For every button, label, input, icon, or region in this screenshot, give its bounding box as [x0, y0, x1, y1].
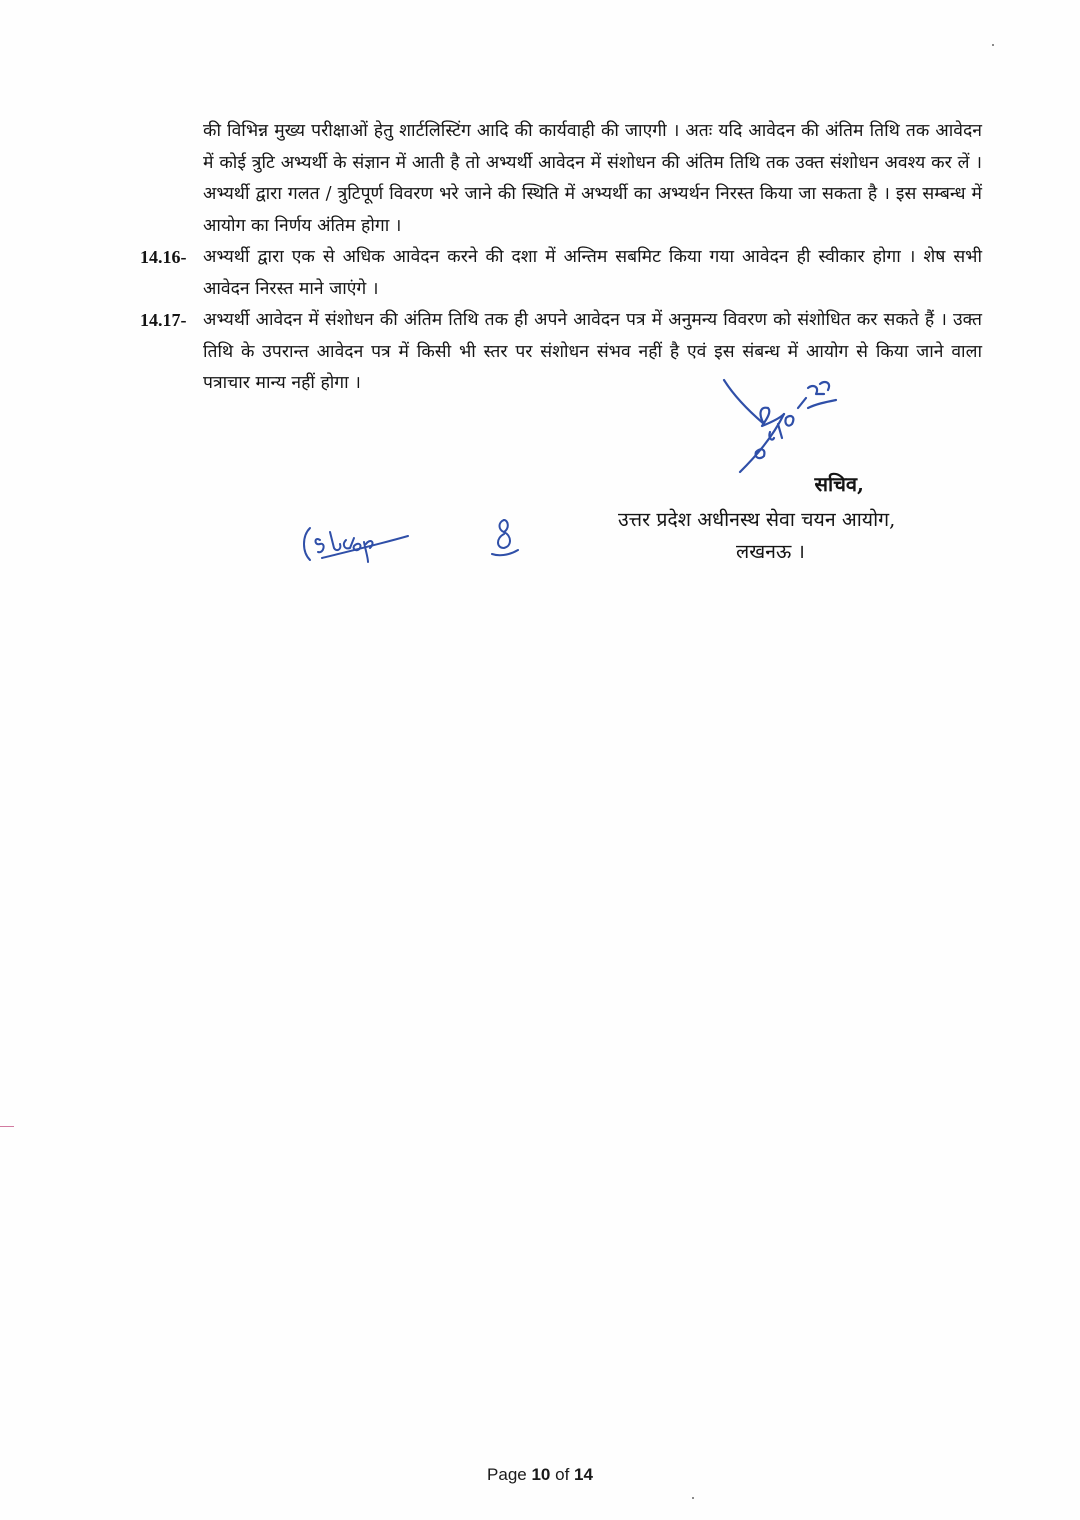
signatory-city: लखनऊ ।	[736, 540, 805, 563]
clause-text: अभ्यर्थी आवेदन में संशोधन की अंतिम तिथि तक ही अपने आवेदन पत्र में अनुमन्य विवरण को संशोधित कर सकते हैं । उक्त तिथि के उपरान्त आवेदन पत्र में किसी भी स्तर पर संशोधन संभव नहीं है एवं इस संबन्ध में आयोग से किया जाने वाला पत्राचार मान्य नहीं होगा ।	[203, 310, 982, 393]
footer-separator: of	[555, 1465, 570, 1484]
clause-number: 14.16-	[140, 247, 187, 267]
scan-speck	[992, 44, 994, 46]
handwritten-initials-left	[296, 518, 416, 568]
signatory-organization: उत्तर प्रदेश अधीनस्थ सेवा चयन आयोग,	[618, 508, 896, 531]
clause-number: 14.17-	[140, 310, 187, 330]
footer-total-pages: 14	[574, 1465, 593, 1484]
margin-mark	[0, 1126, 14, 1127]
signatory-designation: सचिव,	[814, 472, 864, 496]
footer-current-page: 10	[531, 1465, 551, 1484]
handwritten-initials-middle	[484, 514, 528, 564]
secretary-signature	[712, 368, 852, 478]
document-body	[140, 116, 982, 400]
paragraph-continuation: की विभिन्न मुख्य परीक्षाओं हेतु शार्टलिस्टिंग आदि की कार्यवाही की जाएगी । अतः यदि आवेदन की अंतिम तिथि तक आवेदन में कोई त्रुटि अभ्यर्थी के संज्ञान में आती है तो अभ्यर्थी आवेदन में संशोधन की अंतिम तिथि तक उक्त संशोधन अवश्य कर लें । अभ्यर्थी द्वारा गलत / त्रुटिपूर्ण विवरण भरे जाने की स्थिति में अभ्यर्थी का अभ्यर्थन निरस्त किया जा सकता है । इस सम्बन्ध में आयोग का निर्णय अंतिम होगा ।	[203, 121, 982, 236]
footer-prefix: Page	[487, 1465, 527, 1484]
clause-14-16	[140, 242, 982, 305]
clause-14-17	[140, 305, 982, 400]
scan-speck	[692, 1497, 694, 1499]
clause-text: अभ्यर्थी द्वारा एक से अधिक आवेदन करने की दशा में अन्तिम सबमिट किया गया आवेदन ही स्वीकार होगा । शेष सभी आवेदन निरस्त माने जाएंगे ।	[203, 247, 982, 299]
page-footer	[0, 1465, 1080, 1485]
